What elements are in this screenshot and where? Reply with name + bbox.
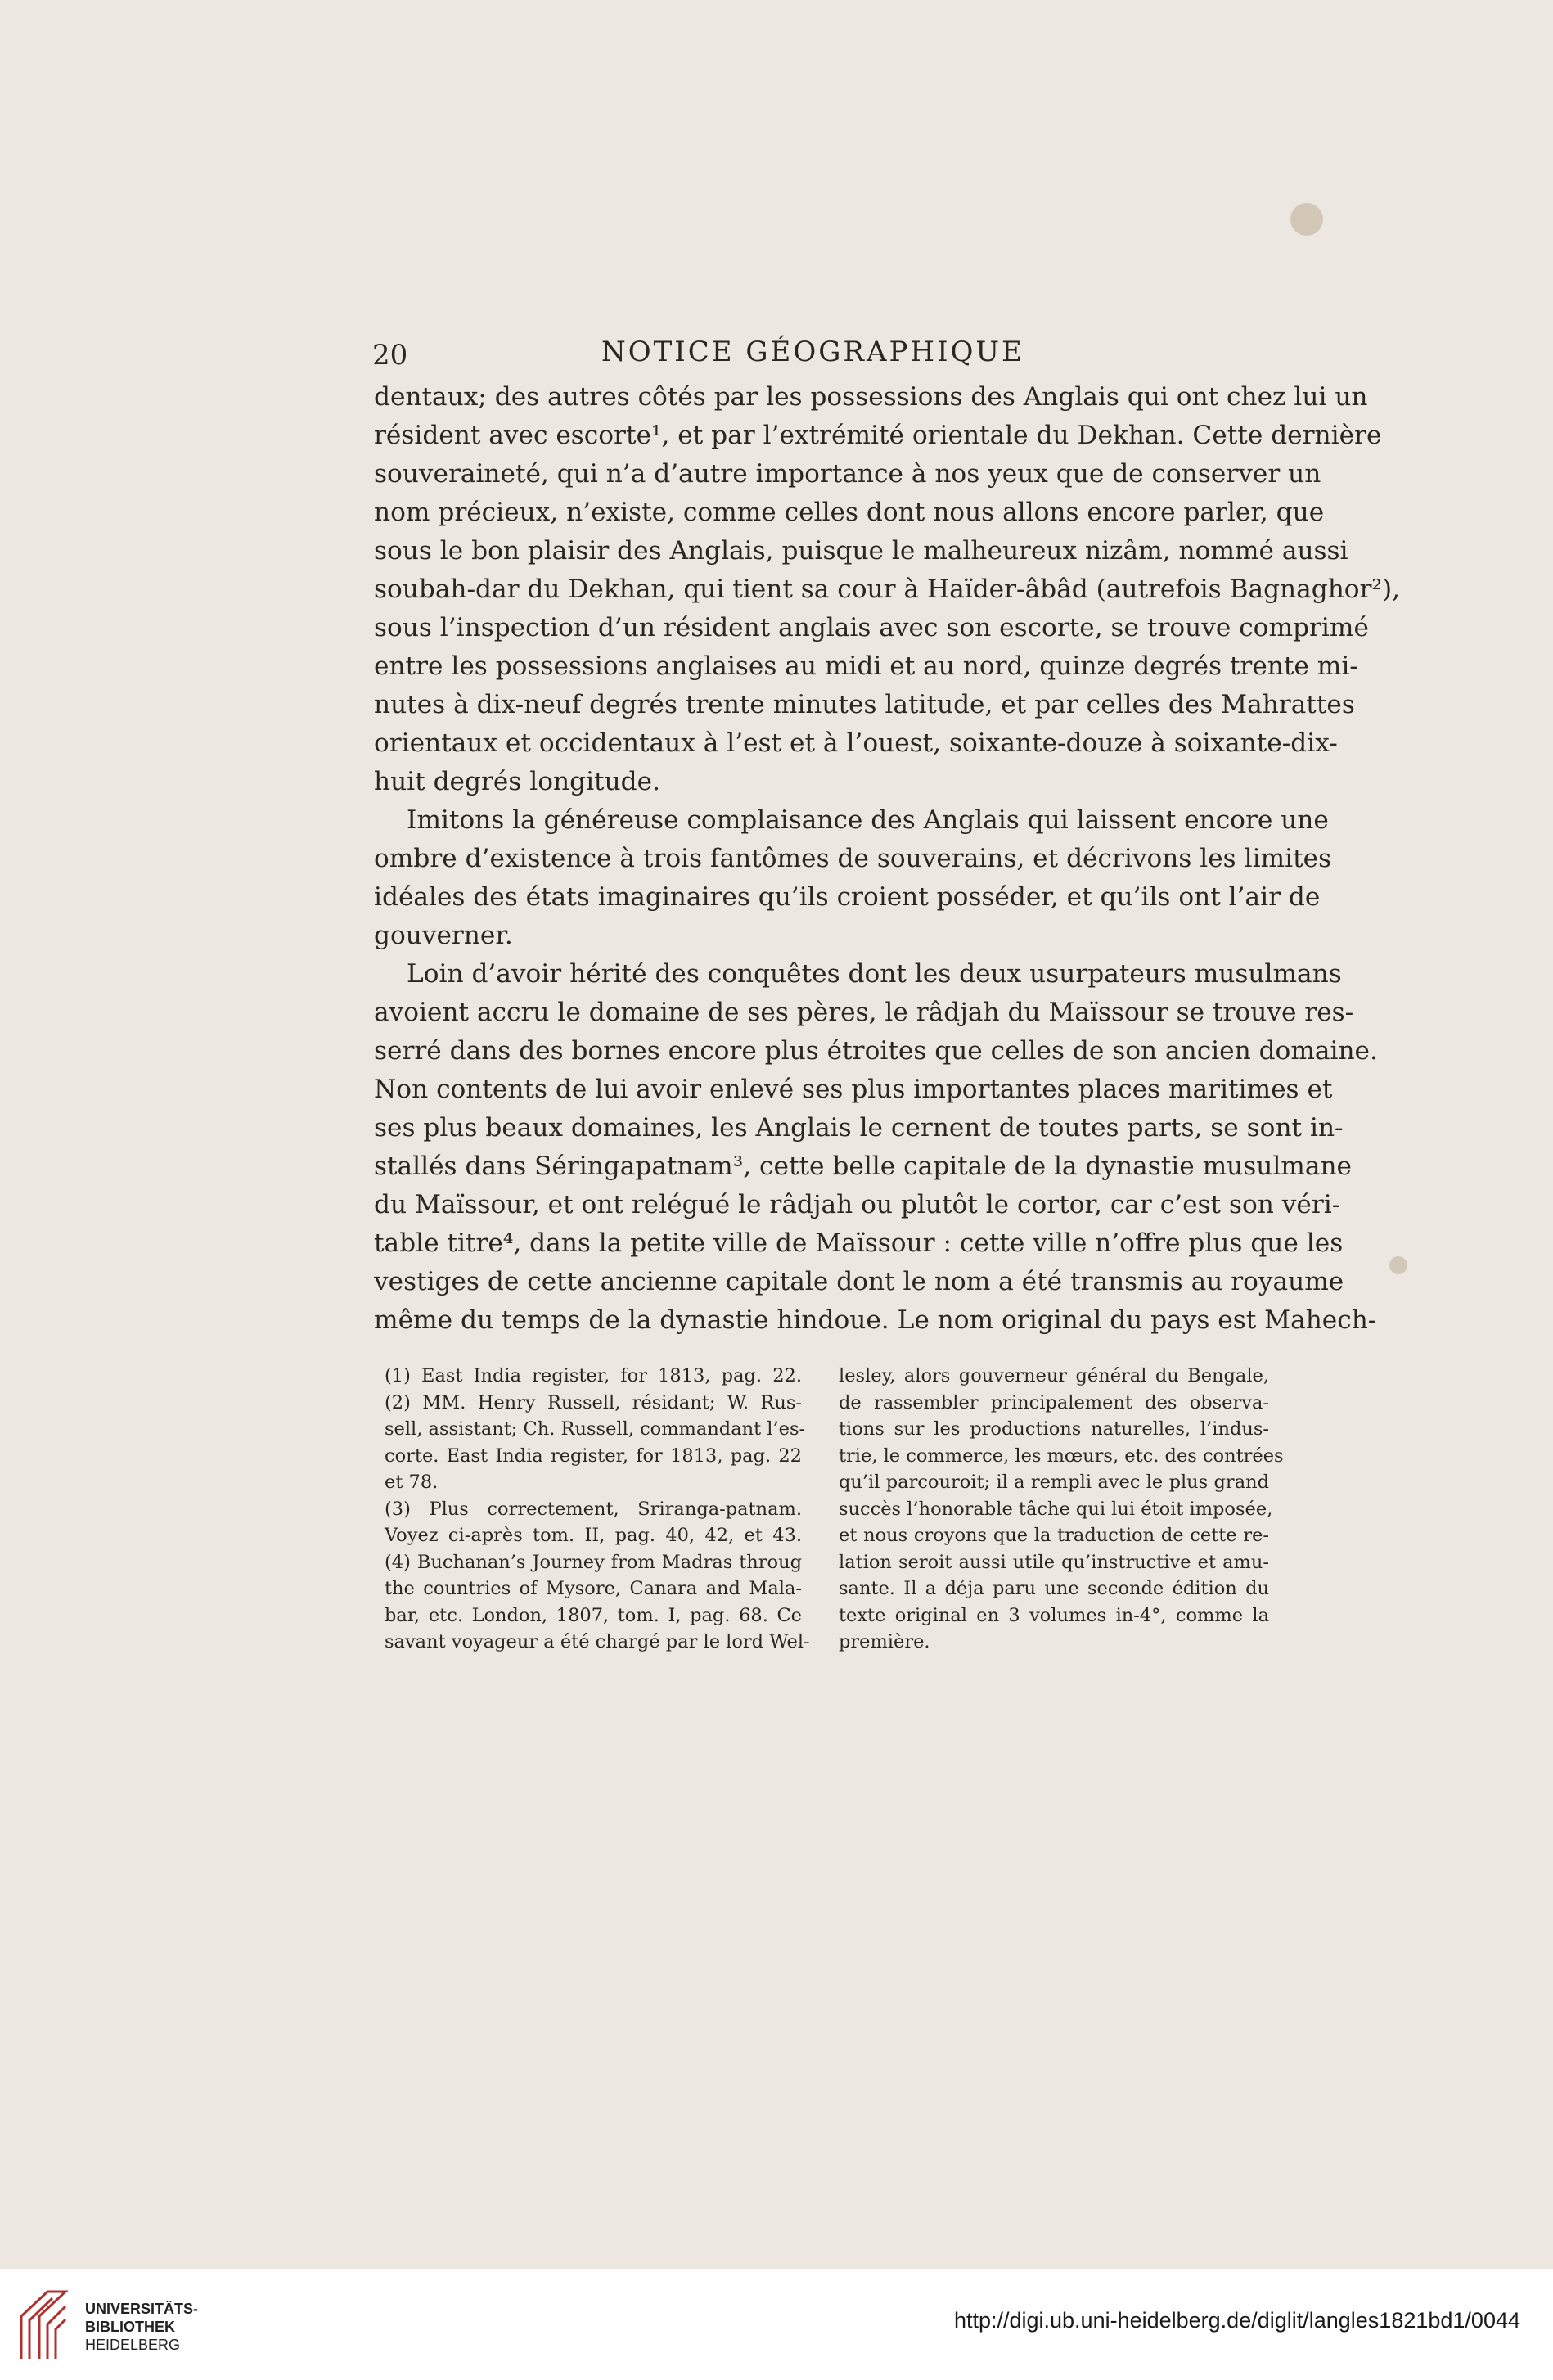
footnote-line: (4) Buchanan’s Journey from Madras throug <box>385 1551 802 1573</box>
text-line: souveraineté, qui n’a d’autre importance à nos yeux que de conserver un <box>374 459 1321 489</box>
text-line: Loin d’avoir hérité des conquêtes dont les deux usurpateurs musulmans <box>407 959 1342 989</box>
source-url-link[interactable]: http://digi.ub.uni-heidelberg.de/diglit/langles1821bd1/0044 <box>953 2308 1520 2333</box>
footnote-line: lation seroit aussi utile qu’instructive et amu- <box>839 1551 1269 1573</box>
library-name-line: UNIVERSITÄTS- <box>85 2301 199 2317</box>
footnote-line: savant voyageur a été chargé par le lord Wel- <box>385 1631 810 1652</box>
footnote-line: tions sur les productions naturelles, l’indus- <box>839 1418 1269 1440</box>
footnote-line: lesley, alors gouverneur général du Bengale, <box>839 1365 1269 1386</box>
footnote-line: et nous croyons que la traduction de cette re- <box>839 1525 1269 1546</box>
text-line: entre les possessions anglaises au midi et au nord, quinze degrés trente mi- <box>374 651 1358 681</box>
footnotes-right-column <box>839 1363 1284 1656</box>
paper-stain <box>1290 203 1323 236</box>
page-number: 20 <box>372 339 408 372</box>
running-head: NOTICE GÉOGRAPHIQUE <box>601 336 1024 368</box>
text-line: nutes à dix-neuf degrés trente minutes latitude, et par celles des Mahrattes <box>374 690 1355 719</box>
page-header <box>372 336 1272 376</box>
library-name <box>85 2300 198 2354</box>
text-line: orientaux et occidentaux à l’est et à l’ouest, soixante-douze à soixante-dix- <box>374 728 1338 758</box>
text-line: avoient accru le domaine de ses pères, le râdjah du Maïssour se trouve res- <box>374 998 1354 1027</box>
text-line: nom précieux, n’existe, comme celles dont nous allons encore parler, que <box>374 498 1325 527</box>
footnote-line: Voyez ci-après tom. II, pag. 40, 42, et 43. <box>385 1525 802 1546</box>
footnote-line: première. <box>839 1631 930 1652</box>
footnotes-left-column <box>385 1363 810 1656</box>
library-name-line: HEIDELBERG <box>85 2337 181 2353</box>
text-line: soubah-dar du Dekhan, qui tient sa cour à Haïder-âbâd (autrefois Bagnaghor²), <box>374 575 1401 604</box>
text-line: table titre⁴, dans la petite ville de Maïssour : cette ville n’offre plus que les <box>374 1228 1344 1258</box>
text-line: même du temps de la dynastie hindoue. Le nom original du pays est Mahech- <box>374 1305 1377 1335</box>
footnote-line: texte original en 3 volumes in-4°, comme la <box>839 1604 1269 1626</box>
text-line: ses plus beaux domaines, les Anglais le cernent de toutes parts, se sont in- <box>374 1113 1344 1143</box>
digitization-footer <box>0 2269 1553 2380</box>
text-line: idéales des états imaginaires qu’ils croient posséder, et qu’ils ont l’air de <box>374 882 1321 912</box>
text-line: serré dans des bornes encore plus étroites que celles de son ancien domaine. <box>374 1036 1378 1066</box>
footnote-line: corte. East India register, for 1813, pag. 22 <box>385 1445 802 1467</box>
footnote-line: trie, le commerce, les mœurs, etc. des contrées <box>839 1445 1284 1467</box>
text-line: résident avec escorte¹, et par l’extrémité orientale du Dekhan. Cette dernière <box>374 421 1382 450</box>
text-line: Non contents de lui avoir enlevé ses plus importantes places maritimes et <box>374 1075 1333 1104</box>
text-line: sous l’inspection d’un résident anglais avec son escorte, se trouve comprimé <box>374 613 1369 642</box>
footnote-line: sell, assistant; Ch. Russell, commandant l’es- <box>385 1418 806 1440</box>
footnote-line: de rassembler principalement des observa- <box>839 1391 1269 1413</box>
text-line: gouverner. <box>374 921 513 950</box>
footnote-line: (2) MM. Henry Russell, résidant; W. Rus- <box>385 1391 802 1413</box>
paper-stain <box>1389 1256 1407 1274</box>
footnote-line: succès l’honorable tâche qui lui étoit imposée, <box>839 1498 1273 1520</box>
text-line: vestiges de cette ancienne capitale dont le nom a été transmis au royaume <box>374 1267 1344 1296</box>
footnote-line: qu’il parcouroit; il a rempli avec le plus grand <box>839 1472 1269 1493</box>
text-line: ombre d’existence à trois fantômes de souverains, et décrivons les limites <box>374 844 1332 873</box>
footnote-line: (1) East India register, for 1813, pag. 22. <box>385 1365 802 1386</box>
library-name-line: BIBLIOTHEK <box>85 2319 175 2335</box>
university-library-logo-icon <box>15 2283 72 2365</box>
text-line: dentaux; des autres côtés par les possessions des Anglais qui ont chez lui un <box>374 382 1368 412</box>
text-line: huit degrés longitude. <box>374 767 660 796</box>
footnote-line: bar, etc. London, 1807, tom. I, pag. 68. Ce <box>385 1604 802 1626</box>
footnote-line: et 78. <box>385 1472 439 1493</box>
text-line: Imitons la généreuse complaisance des Anglais qui laissent encore une <box>407 805 1329 835</box>
text-line: sous le bon plaisir des Anglais, puisque le malheureux nizâm, nommé aussi <box>374 536 1348 566</box>
footnote-line: the countries of Mysore, Canara and Mala- <box>385 1578 802 1599</box>
footnote-line: sante. Il a déja paru une seconde édition du <box>839 1578 1269 1599</box>
text-line: stallés dans Séringapatnam³, cette belle capitale de la dynastie musulmane <box>374 1152 1353 1181</box>
main-text <box>374 378 1401 1340</box>
footnote-line: (3) Plus correctement, Sriranga-patnam. <box>385 1498 802 1520</box>
text-line: du Maïssour, et ont relégué le râdjah ou plutôt le cortor, car c’est son véri- <box>374 1190 1341 1219</box>
